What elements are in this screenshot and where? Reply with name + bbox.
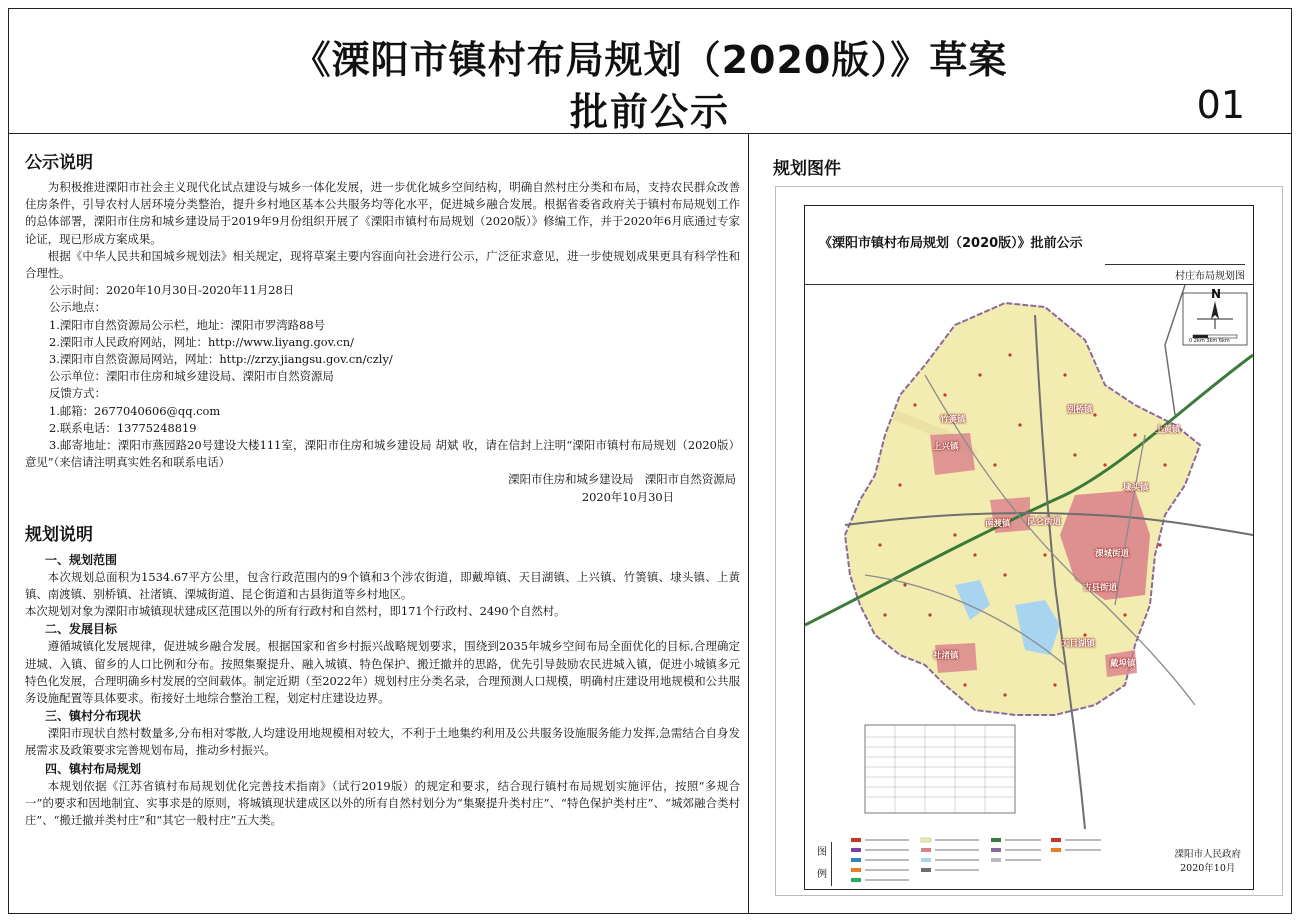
map-issue-date: 2020年10月 (1180, 863, 1236, 874)
plan-s1-para-2: 本次规划对象为溧阳市城镇现状建成区范围以外的所有行政村和自然村，即171个行政村、2490个自然村。 (25, 604, 566, 619)
plan-s4-para: 本规划依据《江苏省镇村布局规划优化完善技术指南》（试行2019版）的规定和要求，结合现行镇村布局规划实施评估，按照“多规合一”的要求和因地制宜、实事求是的原则，将城镇现状建成区以外的所有自然村划分为“集聚提升类村庄”、“特色保护类村庄”、“城郊融合类村庄”、“搬迁撤并类村庄”和“其它一般村庄”五大类。 (25, 778, 740, 828)
notice-place-label: 公示地点： (49, 300, 106, 315)
town-label-shangxing: 上兴镇 (933, 442, 959, 452)
plan-s2-title: 二、发展目标 (45, 622, 118, 637)
north-label: N (1211, 287, 1222, 301)
legend-swatches (851, 834, 1111, 886)
map-issuer-name: 溧阳市人民政府 (1174, 849, 1241, 860)
village-layout-map (805, 284, 1253, 828)
notice-feedback-3: 3.邮寄地址：溧阳市燕园路20号建设大楼111室，溧阳市住房和城乡建设局 胡斌 收，请在信封上注明“溧阳市镇村布局规划（2020版）意见”（来信请注明真实姓名和联系电话） (25, 438, 740, 470)
town-label-bieqiao: 别桥镇 (1067, 405, 1093, 415)
notice-feedback-2: 2.联系电话：13775248819 (49, 420, 197, 435)
plan-s1-para-1: 本次规划总面积为1534.67平方公里，包含行政范围内的9个镇和3个涉农街道，即戴埠镇、天目湖镇、上兴镇、竹箦镇、埭头镇、上黄镇、南渡镇、别桥镇、社渚镇、溧城街道、昆仑街道和古县街道等乡村地区。 (25, 569, 740, 602)
notice-heading: 公示说明 (25, 153, 93, 173)
left-column (9, 134, 749, 913)
town-label-shanghuang: 上黄镇 (1155, 425, 1181, 435)
notice-feedback-1: 1.邮箱：2677040606@qq.com (49, 403, 221, 418)
town-label-daibu: 戴埠镇 (1110, 659, 1136, 669)
town-label-licheng: 溧城街道 (1095, 549, 1130, 559)
notice-place-2: 2.溧阳市人民政府网站，网址：http://www.liyang.gov.cn/ (49, 334, 354, 349)
plan-heading: 规划说明 (25, 524, 93, 545)
plan-s4-title: 四、镇村布局规划 (45, 761, 142, 776)
notice-date: 2020年10月30日 (581, 489, 674, 504)
right-column (749, 134, 1291, 913)
notice-place-3: 3.溧阳市自然资源局网站，网址：http://zrzy.jiangsu.gov.cn/czly/ (49, 352, 393, 367)
town-label-shezhu: 社渚镇 (933, 651, 959, 661)
notice-unit: 公示单位：溧阳市住房和城乡建设局、溧阳市自然资源局 (49, 369, 334, 384)
notice-para-2: 根据《中华人民共和国城乡规划法》相关规定，现将草案主要内容面向社会进行公示，广泛征求意见，进一步使规划成果更具有科学性和合理性。 (25, 248, 740, 281)
notice-time: 公示时间：2020年10月30日-2020年11月28日 (49, 283, 295, 298)
scale-bar-label: 0 2km 3km 6km (1189, 338, 1230, 344)
town-label-kunlun: 昆仑街道 (1027, 517, 1062, 527)
village-stats-table (865, 725, 1015, 813)
sheet-number: 01 (1196, 83, 1245, 127)
plan-s3-para: 溧阳市现状自然村数量多,分布相对零散,人均建设用地规模相对较大，不利于土地集约利用及公共服务设施服务能力发挥,急需结合自身发展需求及政策要求完善规划布局，推动乡村振兴。 (25, 726, 740, 758)
header (9, 9, 1291, 134)
notice-para-1: 为积极推进溧阳市社会主义现代化试点建设与城乡一体化发展，进一步优化城乡空间结构，明确自然村庄分类和布局，支持农民群众改善住房条件，引导农村人居环境分类整治，提升乡村地区基本公共服务均等化水平，促进城乡融合发展。根据省委省政府关于镇村布局规划工作的总体部署，溧阳市住房和城乡建设局于2019年9月份组织开展了《溧阳市镇村布局规划（2020版）》修编工作，并于2020年6月底通过专家论证，现已形成方案成果。 (25, 180, 740, 246)
town-label-nandu: 南渡镇 (985, 519, 1011, 529)
map-heading: 规划图件 (773, 159, 841, 179)
notice-place-1: 1.溧阳市自然资源局公示栏，地址：溧阳市罗湾路88号 (49, 317, 325, 332)
town-label-daitou: 埭头镇 (1123, 483, 1149, 493)
plan-s1-title: 一、规划范围 (45, 552, 118, 567)
map-frame (804, 205, 1254, 890)
town-label-tianmuhu: 天目湖镇 (1061, 639, 1096, 649)
map-issuer (1174, 848, 1241, 876)
notice-sheet (8, 8, 1292, 914)
map-legend (805, 828, 1253, 890)
legend-label: 图例 (817, 842, 832, 886)
town-label-guxian: 古县街道 (1083, 583, 1118, 593)
notice-feedback-label: 反馈方式： (49, 386, 106, 401)
map-panel (775, 186, 1283, 896)
page-title: 《溧阳市镇村布局规划（2020版）》草案 (292, 38, 1008, 82)
plan-s2-para: 遵循城镇化发展规律，促进城乡融合发展。根据国家和省乡村振兴战略规划要求，围绕到2035年城乡空间布局全面优化的目标,合理确定进城、入镇、留乡的人口比例和分布。按照集聚提升、融入城镇、特色保护、搬迁撤并的思路，优先引导鼓励农民进城入镇，促进小城镇多元特色化发展，合理明确乡村发展的空间载体。制定近期（至2022年）规划村庄分类名录，合理预测人口规模，明确村庄建设用地规模和公共服务设施配置等具体要求。衔接好土地综合整治工程，划定村庄建设边界。 (25, 639, 740, 706)
map-subtitle: 村庄布局规划图 (1105, 264, 1245, 282)
page-subtitle: 批前公示 (569, 90, 730, 134)
map-title: 《溧阳市镇村布局规划（2020版）》批前公示 (819, 236, 1083, 251)
plan-s3-title: 三、镇村分布现状 (45, 709, 142, 724)
map-graphic (805, 285, 1253, 829)
town-label-zhuhuang: 竹箦镇 (940, 415, 966, 425)
notice-signature: 溧阳市住房和城乡建设局 溧阳市自然资源局 (508, 472, 736, 487)
